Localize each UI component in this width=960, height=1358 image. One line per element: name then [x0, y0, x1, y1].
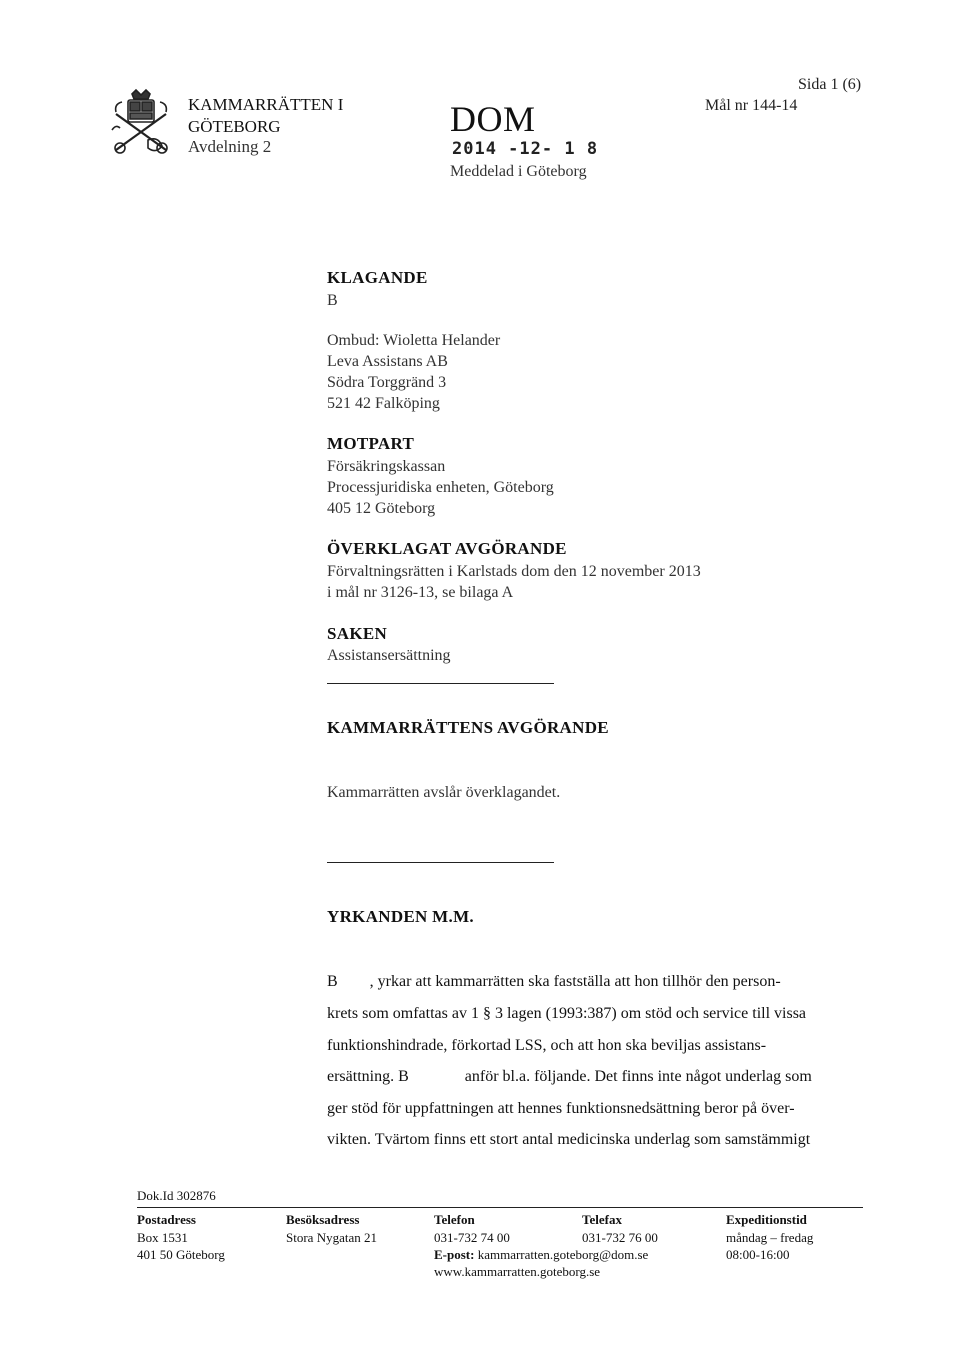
court-name-line2: GÖTEBORG	[188, 117, 281, 136]
footer-telefax-number: 031-732 76 00	[582, 1230, 658, 1245]
footer-postadress-line2: 401 50 Göteborg	[137, 1247, 225, 1262]
motpart-name: Försäkringskassan	[327, 458, 446, 475]
motpart-heading: MOTPART	[327, 434, 415, 453]
footer-expeditionstid-hours: 08:00-16:00	[726, 1247, 790, 1262]
claims-line: ersättning. B anför bl.a. följande. Det finns inte något underlag som	[327, 1068, 812, 1085]
case-number: Mål nr 144-14	[705, 97, 798, 114]
footer-expeditionstid-heading: Expeditionstid	[726, 1212, 807, 1227]
saken-heading: SAKEN	[327, 624, 388, 643]
claims-line: vikten. Tvärtom finns ett stort antal medicinska underlag som samstämmigt	[327, 1131, 811, 1148]
klagande-heading: KLAGANDE	[327, 268, 428, 287]
footer-website-link[interactable]: www.kammarratten.goteborg.se	[434, 1264, 601, 1279]
saken-text: Assistansersättning	[327, 647, 451, 664]
claims-line: ger stöd för uppfattningen att hennes funktionsnedsättning beror på över-	[327, 1100, 795, 1117]
footer-besoksadress-line1: Stora Nygatan 21	[286, 1230, 377, 1245]
claims-heading: YRKANDEN M.M.	[327, 907, 474, 926]
court-name-line1: KAMMARRÄTTEN I	[188, 95, 344, 114]
footer-telefon-number: 031-732 74 00	[434, 1230, 510, 1245]
document-type-title: DOM	[450, 99, 536, 139]
footer-email-label: E-post:	[434, 1247, 475, 1262]
court-crest-icon	[108, 88, 174, 160]
footer-telefax-heading: Telefax	[582, 1212, 622, 1227]
court-division: Avdelning 2	[188, 137, 272, 156]
ombud-company: Leva Assistans AB	[327, 353, 448, 370]
ombud-street: Södra Torggränd 3	[327, 374, 447, 391]
motpart-postal: 405 12 Göteborg	[327, 500, 436, 517]
claims-line: funktionshindrade, förkortad LSS, och att hon ska beviljas assistans-	[327, 1037, 767, 1054]
divider-middle	[327, 862, 554, 863]
page-number: Sida 1 (6)	[798, 76, 862, 93]
klagande-name: B	[327, 292, 338, 309]
overklagat-line1: Förvaltningsrätten i Karlstads dom den 12 november 2013	[327, 563, 701, 580]
divider-top	[327, 683, 554, 684]
motpart-unit: Processjuridiska enheten, Göteborg	[327, 479, 554, 496]
claims-line: B , yrkar att kammarrätten ska fastställa att hon tillhör den person-	[327, 973, 781, 990]
footer-besoksadress-heading: Besöksadress	[286, 1212, 360, 1227]
footer-expeditionstid-days: måndag – fredag	[726, 1230, 814, 1245]
footer-email[interactable]	[434, 1246, 648, 1263]
ombud-name: Ombud: Wioletta Helander	[327, 332, 501, 349]
claims-line: krets som omfattas av 1 § 3 lagen (1993:387) om stöd och service till vissa	[327, 1005, 807, 1022]
footer-postadress-heading: Postadress	[137, 1212, 196, 1227]
footer-rule	[137, 1207, 863, 1208]
ombud-postal: 521 42 Falköping	[327, 395, 440, 412]
document-id: Dok.Id 302876	[137, 1188, 216, 1203]
overklagat-line2: i mål nr 3126-13, se bilaga A	[327, 584, 514, 601]
footer-email-value[interactable]: kammarratten.goteborg@dom.se	[477, 1247, 649, 1262]
issued-location: Meddelad i Göteborg	[450, 163, 587, 180]
decision-heading: KAMMARRÄTTENS AVGÖRANDE	[327, 718, 609, 737]
decision-text: Kammarrätten avslår överklagandet.	[327, 784, 561, 801]
footer-postadress-line1: Box 1531	[137, 1230, 188, 1245]
overklagat-heading: ÖVERKLAGAT AVGÖRANDE	[327, 539, 567, 558]
date-stamp: 2014 -12- 1 8	[452, 139, 599, 159]
footer-telefon-heading: Telefon	[434, 1212, 475, 1227]
